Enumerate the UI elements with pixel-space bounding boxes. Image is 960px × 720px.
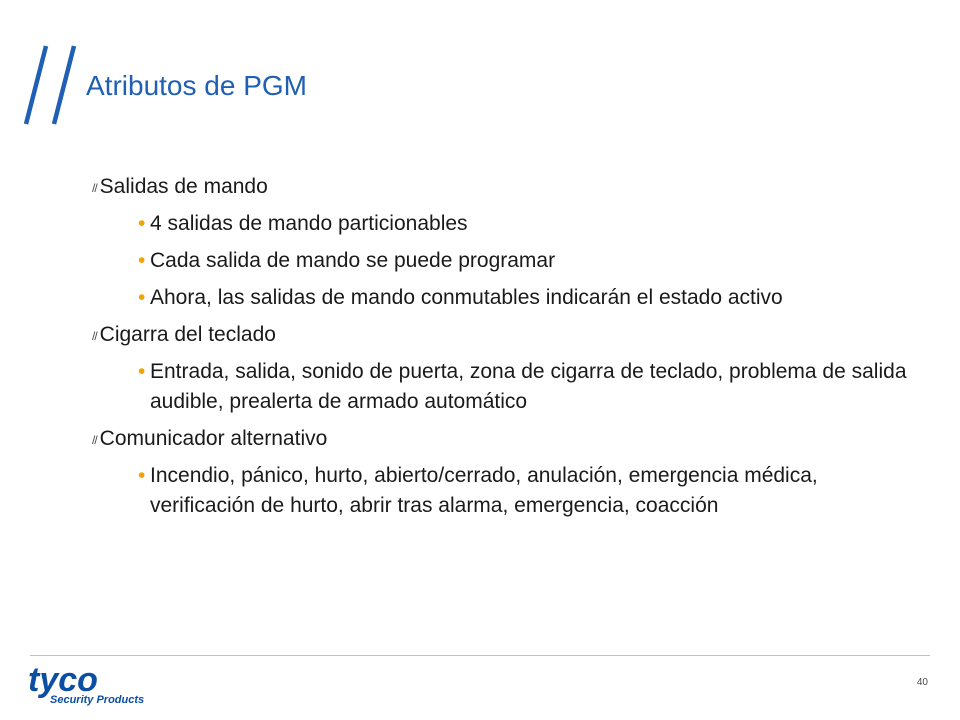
bullet-text: Ahora, las salidas de mando conmutables indicarán el estado activo (150, 286, 783, 309)
section-heading (92, 424, 912, 455)
bullet-marker: • (138, 212, 146, 235)
section-heading (92, 172, 912, 203)
bullet-item (92, 246, 912, 276)
bullet-item (92, 209, 912, 239)
footer-divider (30, 655, 930, 656)
bullet-item (92, 357, 912, 417)
bullet-text: Entrada, salida, sonido de puerta, zona de cigarra de teclado, problema de salida audible, prealerta de armado automático (150, 360, 907, 413)
bullet-marker: • (138, 286, 146, 309)
slide-title: Atributos de PGM (86, 70, 307, 101)
section-heading-text: Comunicador alternativo (99, 427, 328, 450)
section-mark: // (92, 329, 97, 343)
section-mark: // (92, 181, 97, 195)
bullet-marker: • (138, 360, 146, 383)
tyco-logo (28, 661, 168, 712)
section-heading (92, 320, 912, 351)
bullet-marker: • (138, 249, 146, 272)
bullet-item (92, 461, 912, 521)
page-number: 40 (916, 677, 928, 688)
section-heading-text: Salidas de mando (99, 175, 268, 198)
section-heading-text: Cigarra del teclado (99, 323, 276, 346)
bullet-text: 4 salidas de mando particionables (150, 212, 468, 235)
bullet-text: Incendio, pánico, hurto, abierto/cerrado, anulación, emergencia médica, verificación de hurto, abrir tras alarma, emergencia, coacción (150, 464, 818, 517)
logo-tagline: Security Products (50, 694, 145, 706)
slide-content (92, 172, 912, 528)
section-mark: // (92, 433, 97, 447)
bullet-marker: • (138, 464, 146, 487)
logo-wordmark: tyco (28, 661, 98, 699)
bullet-text: Cada salida de mando se puede programar (150, 249, 556, 272)
bullet-item (92, 283, 912, 313)
double-slash-decoration (22, 44, 84, 128)
